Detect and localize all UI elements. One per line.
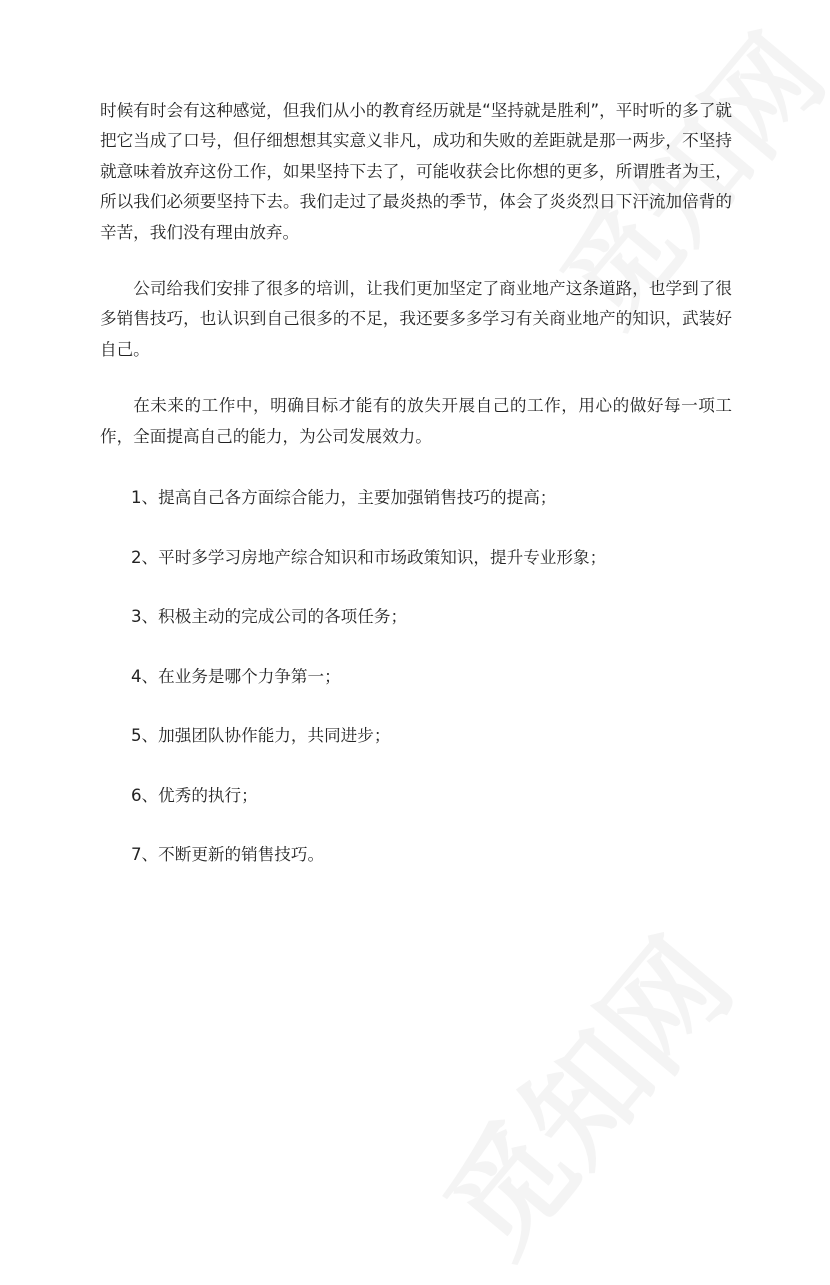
list-item: 7、不断更新的销售技巧。 [131, 845, 325, 865]
paragraph: 在未来的工作中，明确目标才能有的放失开展自己的工作，用心的做好每一项工作，全面提高自己的能力，为公司发展效力。 [100, 396, 732, 446]
watermark-text [400, 898, 763, 1284]
list-item: 6、优秀的执行； [131, 785, 258, 805]
paragraph: 时候有时会有这种感觉，但我们从小的教育经历就是“坚持就是胜利”，平时听的多了就把它当成了口号，但仔细想想其实意义非凡，成功和失败的差距就是那一两步，不坚持就意味着放弃这份工作，如果坚持下去了，可能收获会比你想的更多，所谓胜者为王，所以我们必须要坚持下去。我们走过了最炎热的季节，体会了炎炎烈日下汗流加倍背的辛苦，我们没有理由放弃。 [100, 101, 732, 242]
list-item: 2、平时多学习房地产综合知识和市场政策知识，提升专业形象； [131, 547, 607, 567]
list-item: 3、积极主动的完成公司的各项任务； [131, 607, 408, 627]
list-item: 5、加强团队协作能力，共同进步； [131, 726, 391, 746]
document-body [100, 96, 732, 900]
list-item: 4、在业务是哪个力争第一； [131, 666, 341, 686]
paragraph: 公司给我们安排了很多的培训，让我们更加坚定了商业地产这条道路，也学到了很多销售技巧，也认识到自己很多的不足，我还要多多学习有关商业地产的知识，武装好自己。 [100, 279, 732, 359]
list-item: 1、提高自己各方面综合能力，主要加强销售技巧的提高； [131, 488, 557, 508]
